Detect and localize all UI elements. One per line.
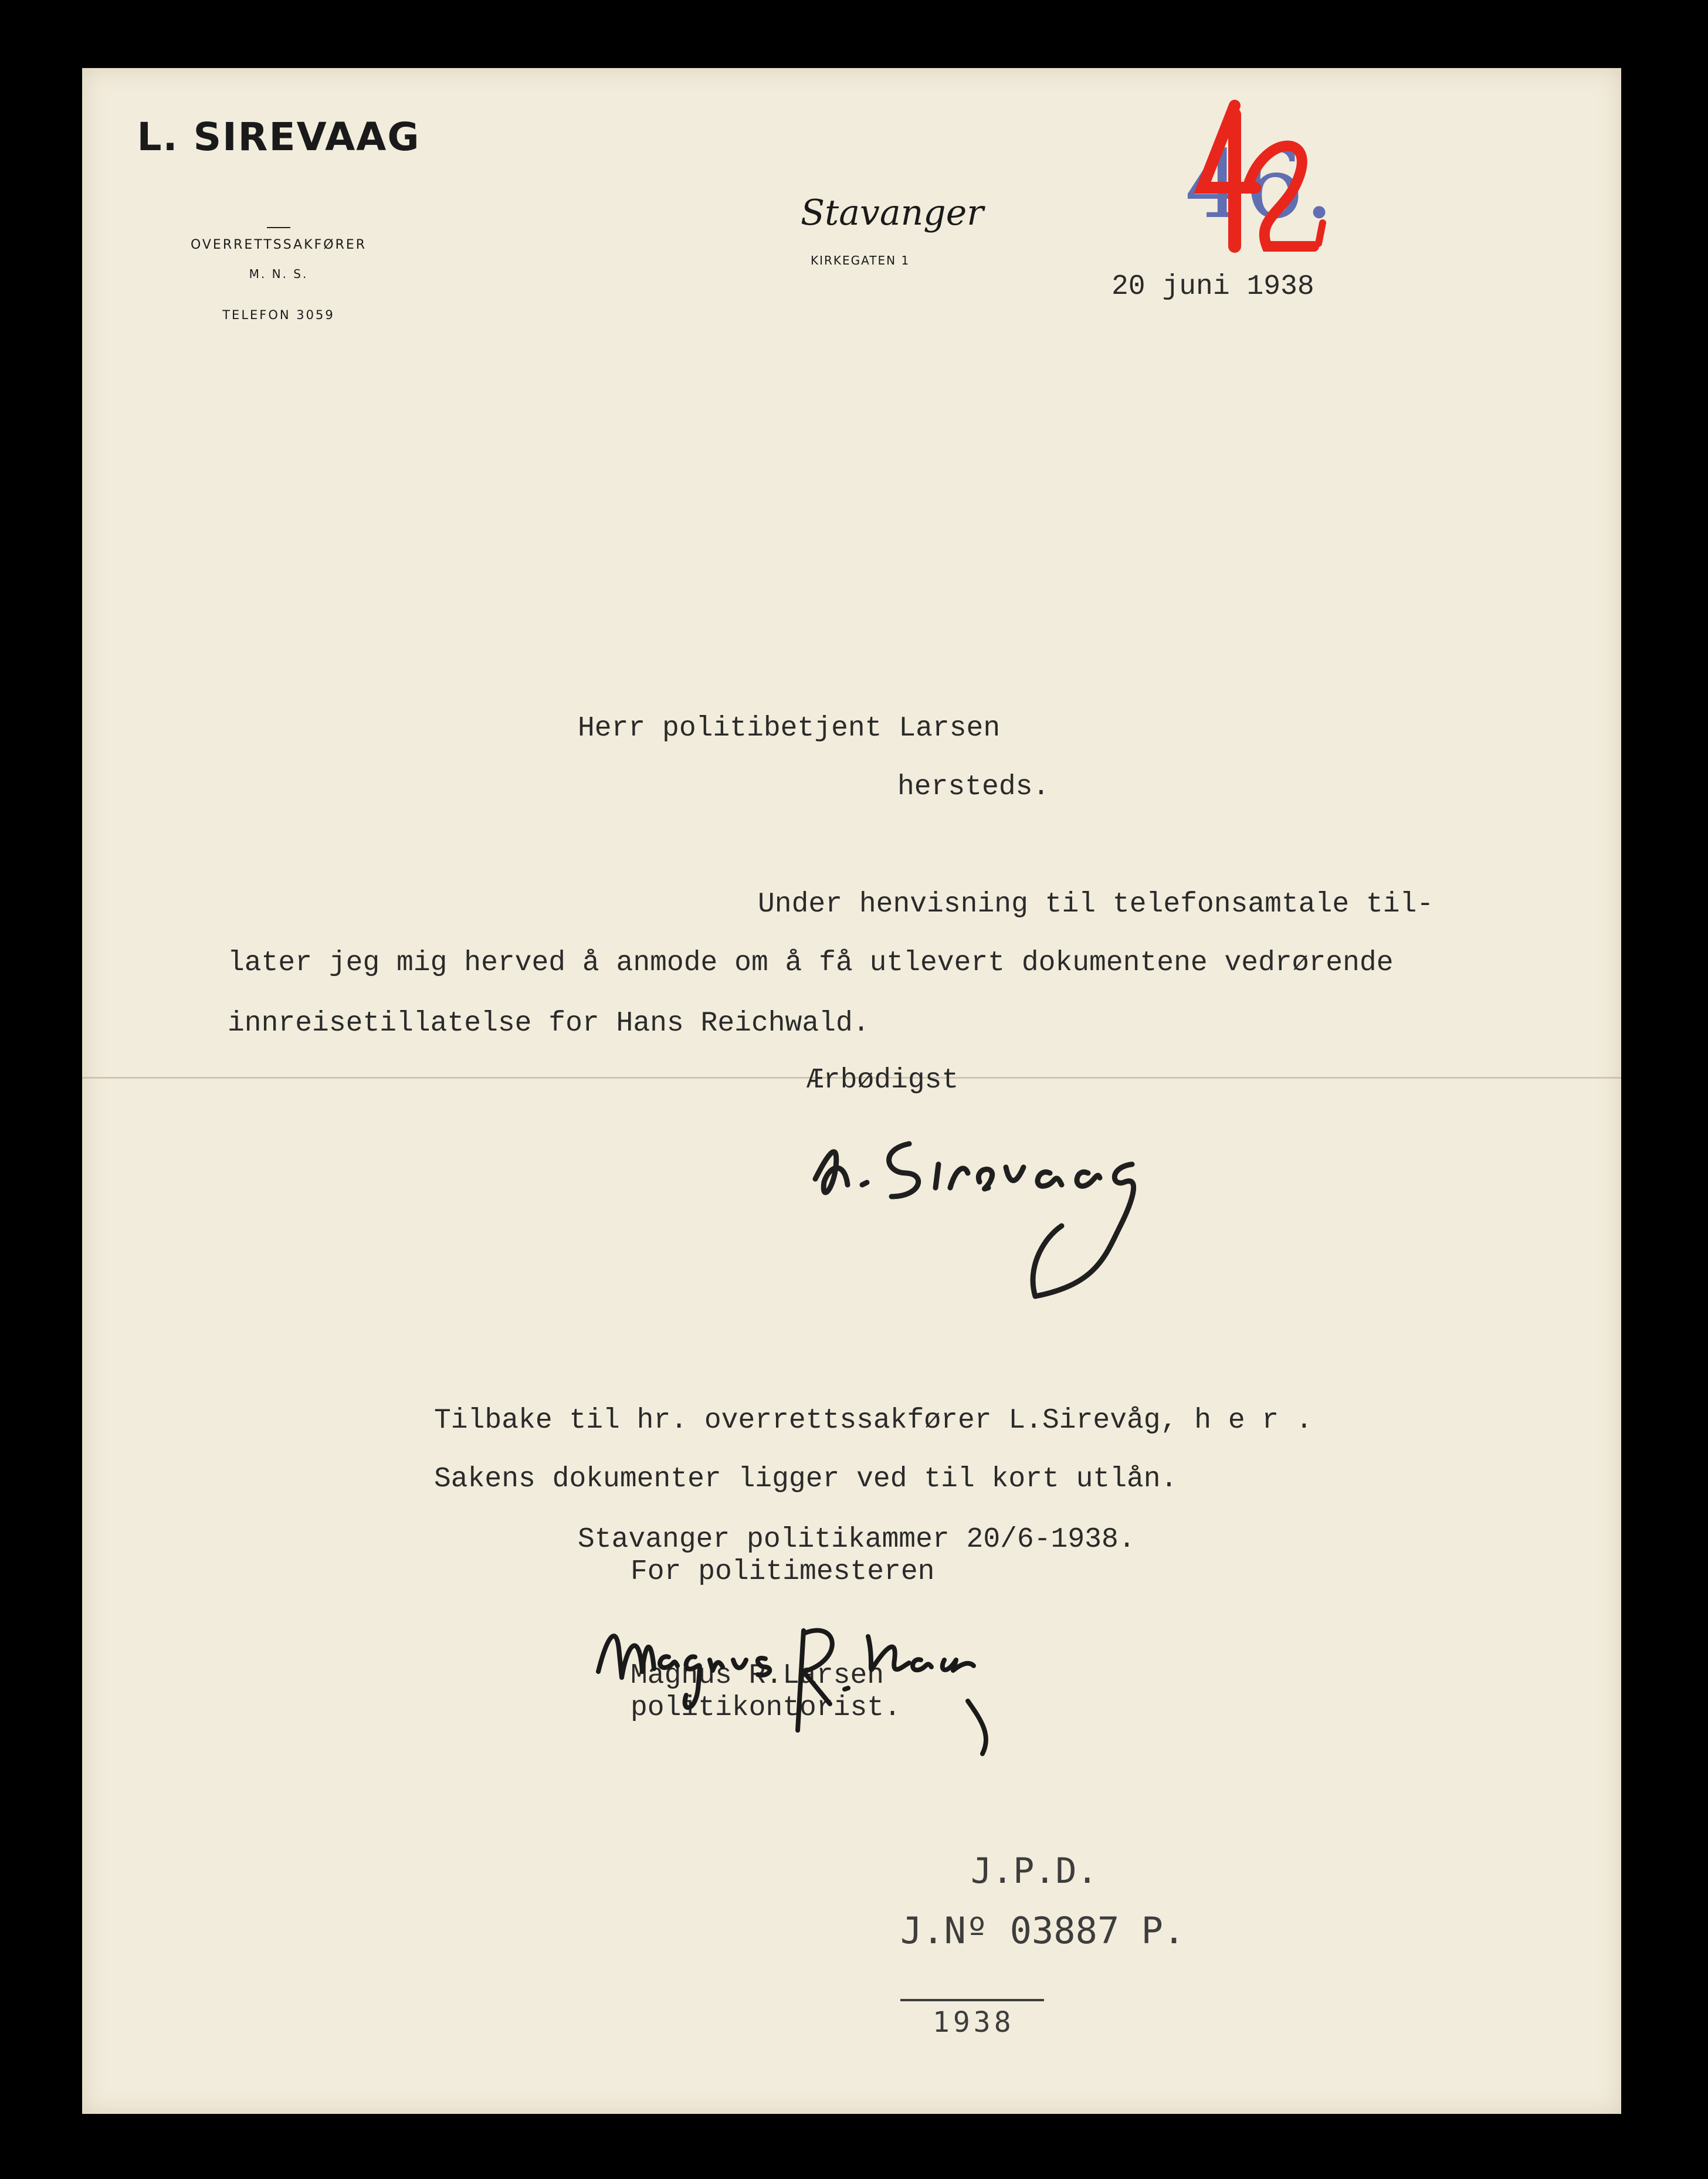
archive-mark-pencil: 46. — [1185, 130, 1334, 239]
reply-line-4: For politimesteren — [631, 1556, 935, 1588]
body-line-1: Under henvisning til telefonsamtale til- — [758, 889, 1434, 920]
reply-line-3: Stavanger politikammer 20/6-1938. — [578, 1524, 1136, 1556]
letterhead-place: Stavanger — [801, 192, 984, 233]
closing: Ærbødigst — [806, 1065, 959, 1096]
letterhead-title: OVERRETTSSAKFØRER — [190, 238, 367, 252]
stamp-line-2: J.Nº 03887 P. — [900, 1909, 1185, 1952]
recipient-line-1: Herr politibetjent Larsen — [578, 713, 1001, 744]
stamp-line-1: J.P.D. — [971, 1851, 1098, 1892]
reply-line-1: Tilbake til hr. overrettssakfører L.Sirevåg, h e r . — [434, 1405, 1313, 1436]
letter-date: 20 juni 1938 — [1111, 271, 1314, 303]
body-line-2: later jeg mig herved å anmode om å få utlevert dokumentene vedrørende — [228, 947, 1394, 979]
letterhead-name: L. SIREVAAG — [137, 114, 421, 160]
body-line-3: innreisetillatelse for Hans Reichwald. — [228, 1008, 870, 1039]
signature-larsen — [592, 1601, 1003, 1760]
stamp-line-3: 1938 — [933, 2006, 1015, 2039]
recipient-line-2: hersteds. — [897, 771, 1050, 803]
reply-name: Magnus R.Larsen — [631, 1660, 884, 1692]
reply-role: politikontorist. — [631, 1692, 901, 1724]
letterhead-street: KIRKEGATEN 1 — [811, 253, 910, 267]
stamp-divider — [900, 1999, 1044, 2001]
archive-mark — [1179, 100, 1334, 270]
letterhead-divider — [267, 227, 290, 228]
letterhead-telephone: TELEFON 3059 — [222, 308, 335, 322]
signature-sirevaag — [804, 1109, 1167, 1308]
letterhead-membership: M. N. S. — [249, 267, 309, 281]
reply-line-2: Sakens dokumenter ligger ved til kort utlån. — [434, 1463, 1178, 1495]
